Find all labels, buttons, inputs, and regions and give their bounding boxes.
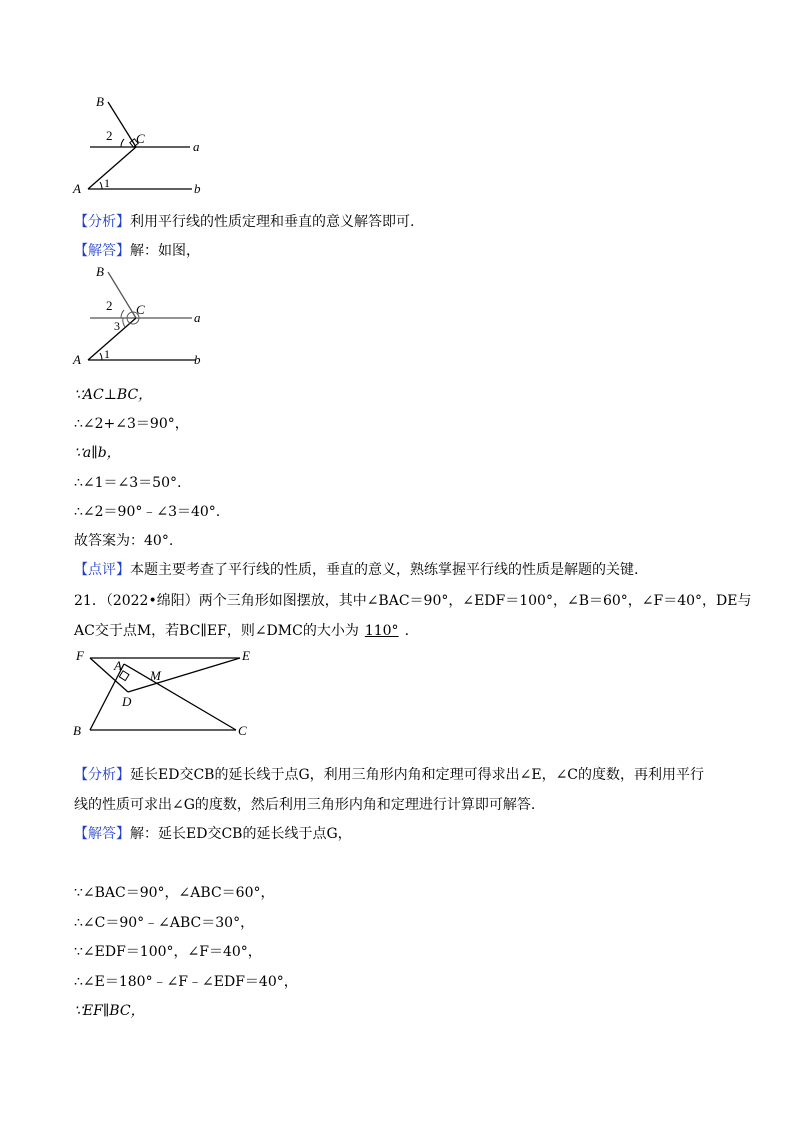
- step-21-3: ∵∠EDF＝100°，∠F＝40°，: [74, 944, 262, 960]
- label-B: B: [73, 723, 81, 738]
- answer-tag: 【解答】: [74, 243, 130, 259]
- step-20-1: ∵AC⊥BC，: [74, 387, 153, 403]
- segment-de: [128, 658, 240, 692]
- label-C: C: [136, 131, 145, 146]
- analysis-20: [74, 211, 414, 231]
- figure-1-parallel-lines: [70, 92, 220, 196]
- analysis-text: 延长ED交CB的延长线于点G，利用三角形内角和定理可得求出∠E，∠C的度数，再利用平行: [130, 767, 705, 783]
- label-A: A: [73, 352, 81, 367]
- label-E: E: [242, 648, 250, 663]
- answer-blank: 110°: [364, 623, 399, 639]
- final-answer-20: 故答案为：40°.: [74, 533, 174, 549]
- analysis-tag: 【分析】: [74, 214, 130, 230]
- label-2: 2: [106, 298, 113, 313]
- label-b: b: [194, 352, 201, 367]
- label-2: 2: [106, 128, 113, 143]
- step-21-1: ∵∠BAC＝90°，∠ABC＝60°，: [74, 885, 275, 901]
- comment-text: 本题主要考查了平行线的性质，垂直的意义，熟练掌握平行线的性质是解题的关键.: [130, 562, 639, 578]
- label-B: B: [96, 264, 104, 279]
- step-20-4: ∴∠1＝∠3＝50°.: [74, 475, 182, 491]
- label-1: 1: [104, 176, 110, 190]
- label-3: 3: [114, 319, 120, 333]
- label-C: C: [238, 723, 247, 738]
- step-21-2: ∴∠C＝90°﹣∠ABC＝30°，: [74, 915, 255, 931]
- label-M: M: [150, 668, 161, 683]
- label-F: F: [76, 648, 84, 663]
- step-20-2: ∴∠2+∠3＝90°，: [74, 416, 189, 432]
- label-1: 1: [104, 347, 110, 361]
- label-a: a: [193, 139, 200, 154]
- label-A: A: [114, 658, 122, 673]
- question-21-text: AC交于点M，若BC∥EF，则∠DMC的大小为: [74, 623, 359, 639]
- label-C: C: [136, 302, 145, 317]
- question-21-end: .: [404, 623, 410, 639]
- segment-ac: [124, 664, 236, 730]
- answer-tag: 【解答】: [74, 826, 130, 842]
- step-20-3: ∵a∥b，: [74, 445, 121, 461]
- question-21-line1: 21．（2022•绵阳）两个三角形如图摆放，其中∠BAC＝90°，∠EDF＝100°，∠B＝60°，∠F＝40°，DE与: [74, 593, 752, 609]
- question-21-line2: [74, 620, 409, 640]
- analysis-21-line1: [74, 764, 704, 784]
- answer-20: [74, 240, 200, 260]
- answer-21: [74, 823, 352, 843]
- segment-fd: [90, 658, 128, 692]
- angle-3-arc: [123, 318, 125, 327]
- comment-tag: 【点评】: [74, 562, 130, 578]
- angle-2-arc: [121, 310, 124, 318]
- answer-text: 解：延长ED交CB的延长线于点G，: [130, 826, 352, 842]
- figure-2-parallel-lines-annotated: [70, 262, 220, 368]
- angle-1-arc: [100, 182, 102, 189]
- label-b: b: [194, 181, 201, 196]
- segment-ac: [88, 318, 136, 360]
- figure-3-two-triangles: [70, 642, 260, 742]
- analysis-21-line2: 线的性质可求出∠G的度数，然后利用三角形内角和定理进行计算即可解答.: [74, 797, 536, 813]
- label-B: B: [96, 94, 104, 109]
- answer-text: 解：如图，: [130, 243, 200, 259]
- step-21-5: ∵EF∥BC，: [74, 1003, 145, 1019]
- comment-20: [74, 559, 638, 579]
- step-20-5: ∴∠2＝90°﹣∠3＝40°.: [74, 504, 221, 520]
- segment-ac: [88, 147, 136, 189]
- label-D: D: [122, 694, 132, 709]
- analysis-text: 利用平行线的性质定理和垂直的意义解答即可.: [130, 214, 415, 230]
- label-a: a: [194, 310, 201, 325]
- label-A: A: [73, 181, 81, 196]
- angle-2-arc: [121, 139, 124, 147]
- step-21-4: ∴∠E＝180°﹣∠F﹣∠EDF＝40°，: [74, 974, 298, 990]
- analysis-tag: 【分析】: [74, 767, 130, 783]
- angle-1-arc: [100, 353, 102, 360]
